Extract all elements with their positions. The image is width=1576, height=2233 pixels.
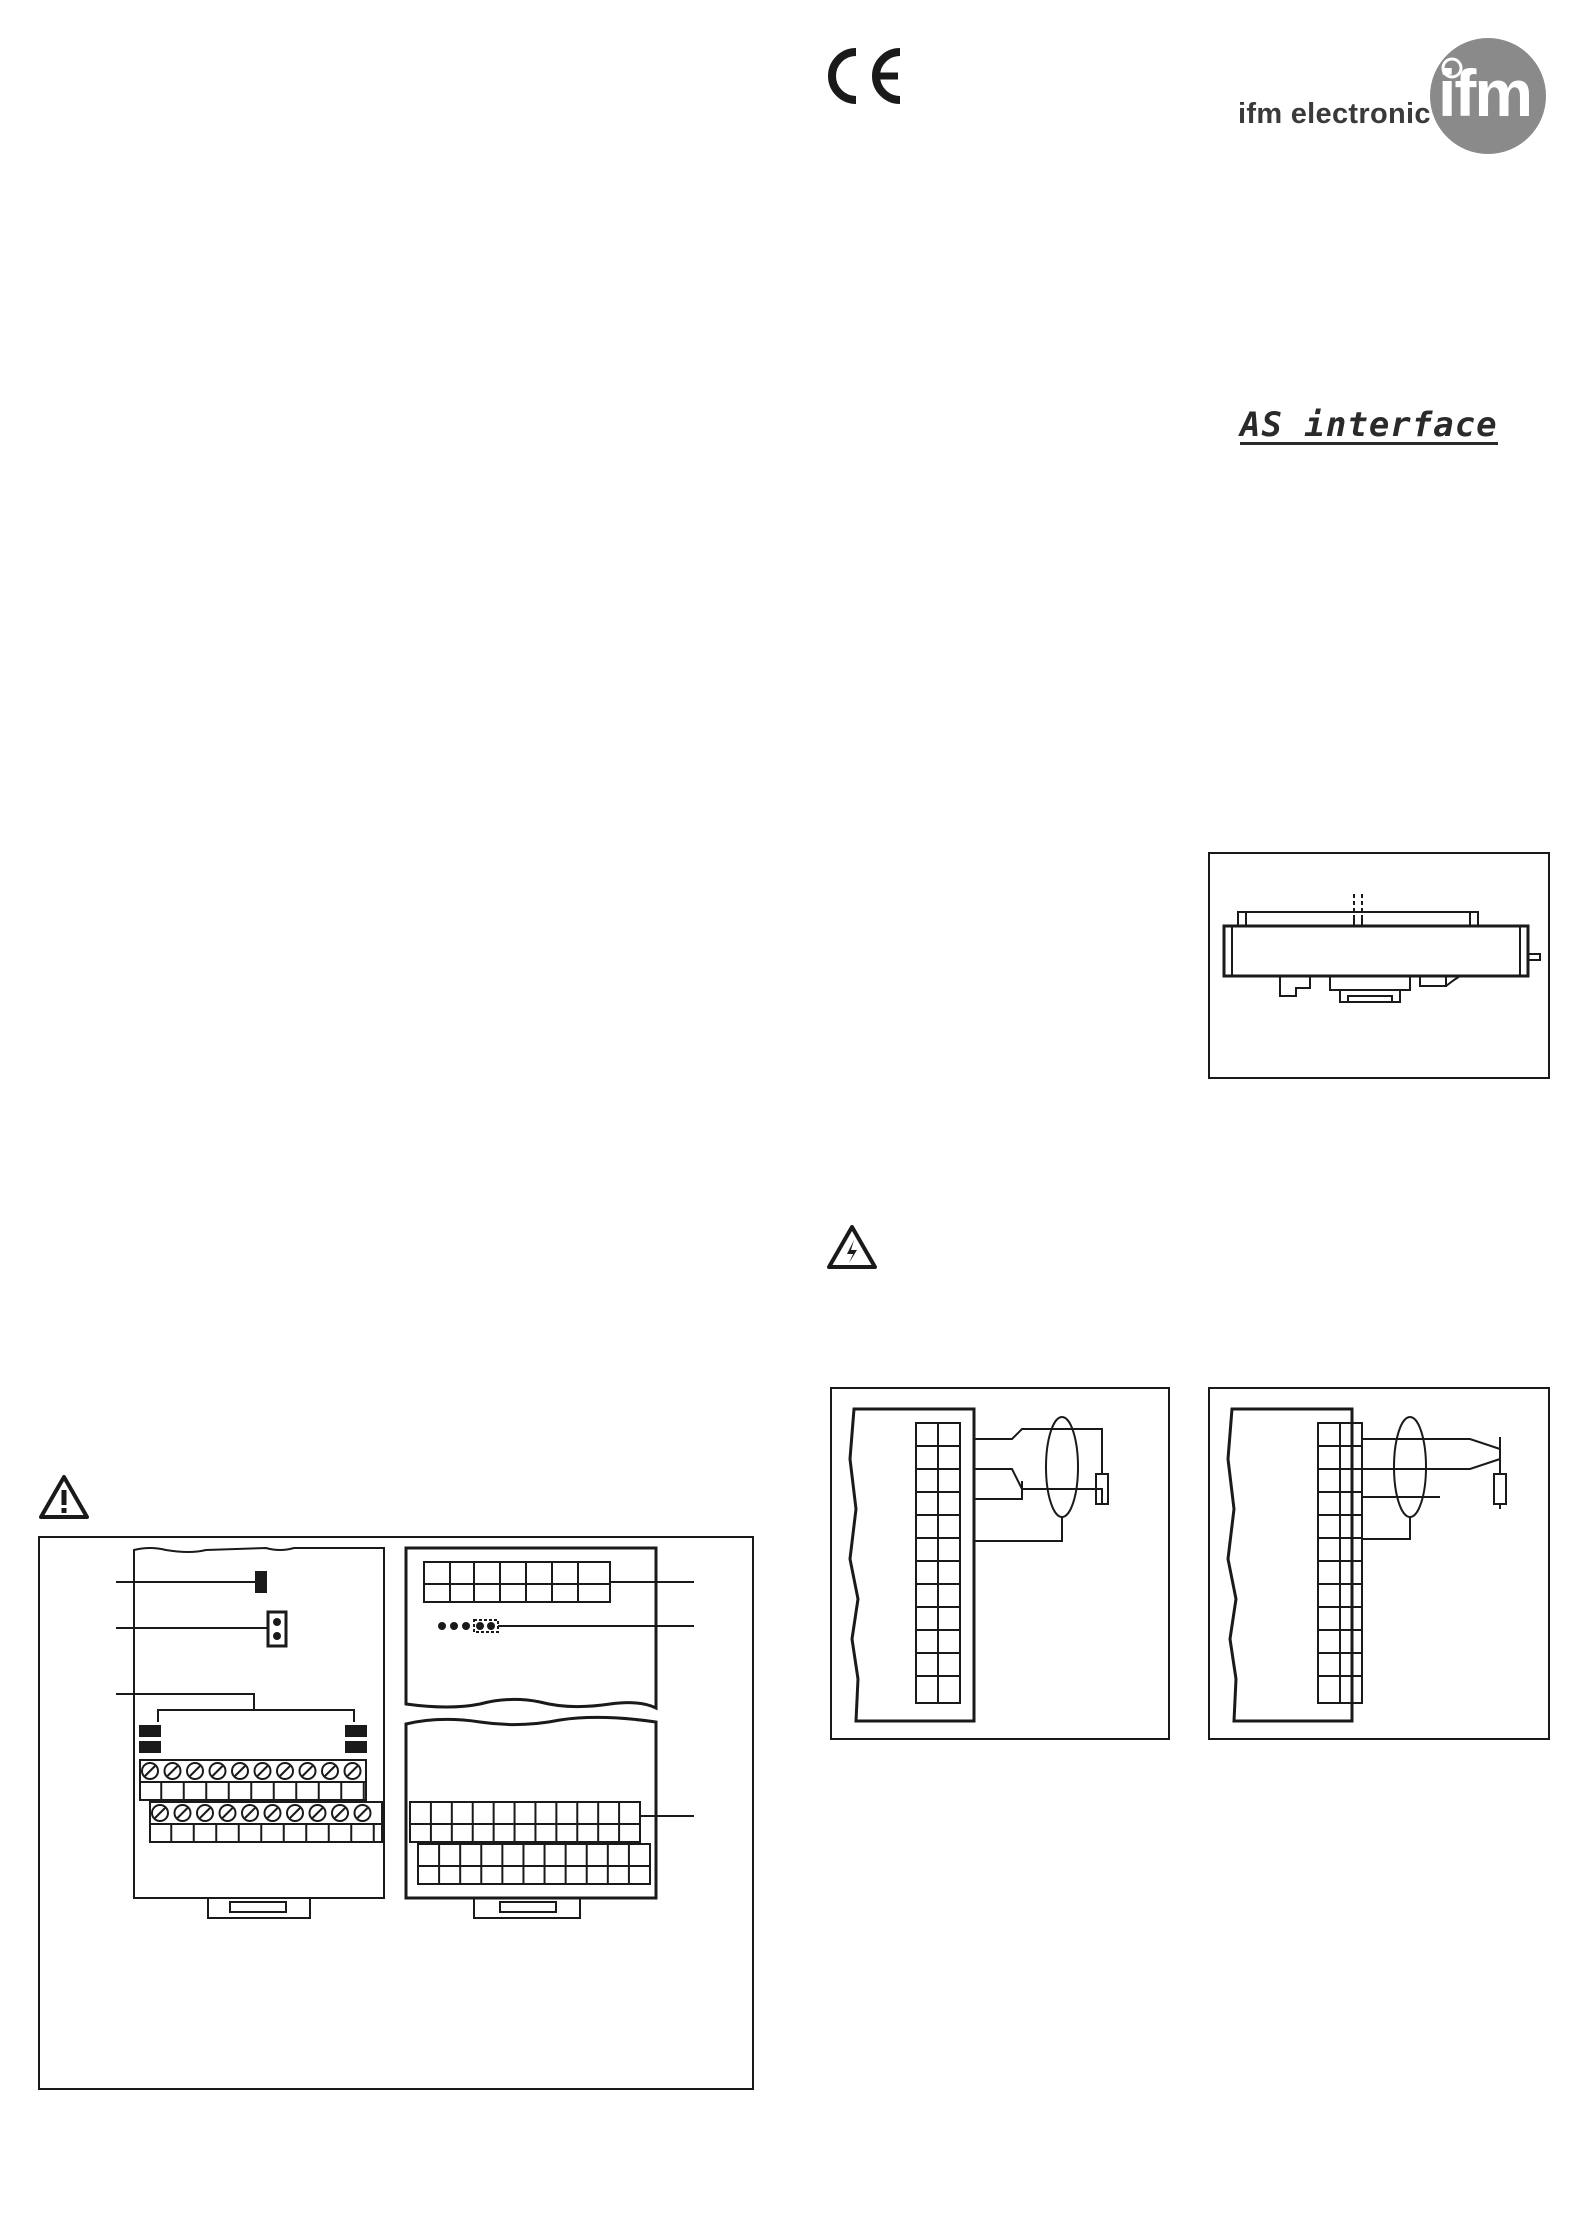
terminal-screw-slot (290, 1808, 300, 1818)
terminal-screw-slot (190, 1766, 200, 1776)
ifm-logo-letters: ifm (1438, 56, 1531, 130)
terminal-screw-slot (155, 1808, 165, 1818)
terminal-grid-right-upper (431, 1802, 619, 1842)
terminal-screw-slot (168, 1766, 178, 1776)
warning-triangle-icon (38, 1474, 90, 1520)
ifm-logo-dot-icon (1440, 56, 1464, 80)
wiring-right-drawing (1210, 1389, 1552, 1742)
wiring-left-drawing (832, 1389, 1172, 1742)
terminal-screw-slot (245, 1808, 255, 1818)
brand-name: ifm electronic (1238, 98, 1431, 130)
figure-wiring-right (1208, 1387, 1550, 1740)
as-interface-logo: AS interface (1240, 405, 1498, 445)
terminal-screw-slot (313, 1808, 323, 1818)
terminal-screw-slot (268, 1808, 278, 1818)
terminal-screw-slot (213, 1766, 223, 1776)
high-voltage-warning-icon (826, 1224, 878, 1270)
terminal-screw-slot (348, 1766, 358, 1776)
terminal-screw-slot (223, 1808, 233, 1818)
terminal-screw-slot (358, 1808, 368, 1818)
ce-mark-icon (826, 46, 906, 106)
terminal-screw-slot (258, 1766, 268, 1776)
terminal-grid-right-lower (439, 1844, 629, 1884)
terminal-screw-slot (145, 1766, 155, 1776)
figure-side-view (1208, 852, 1550, 1079)
figure-wiring-left (830, 1387, 1170, 1740)
terminal-screw-slot (325, 1766, 335, 1776)
side-view-drawing (1210, 854, 1552, 1081)
terminal-screw-slot (178, 1808, 188, 1818)
terminal-screw-slot (200, 1808, 210, 1818)
terminal-screw-slot (335, 1808, 345, 1818)
terminal-screw-slot (280, 1766, 290, 1776)
terminal-screw-slot (303, 1766, 313, 1776)
module-front-drawing (40, 1538, 756, 2092)
terminal-screw-slot (235, 1766, 245, 1776)
figure-module-front (38, 1536, 754, 2090)
